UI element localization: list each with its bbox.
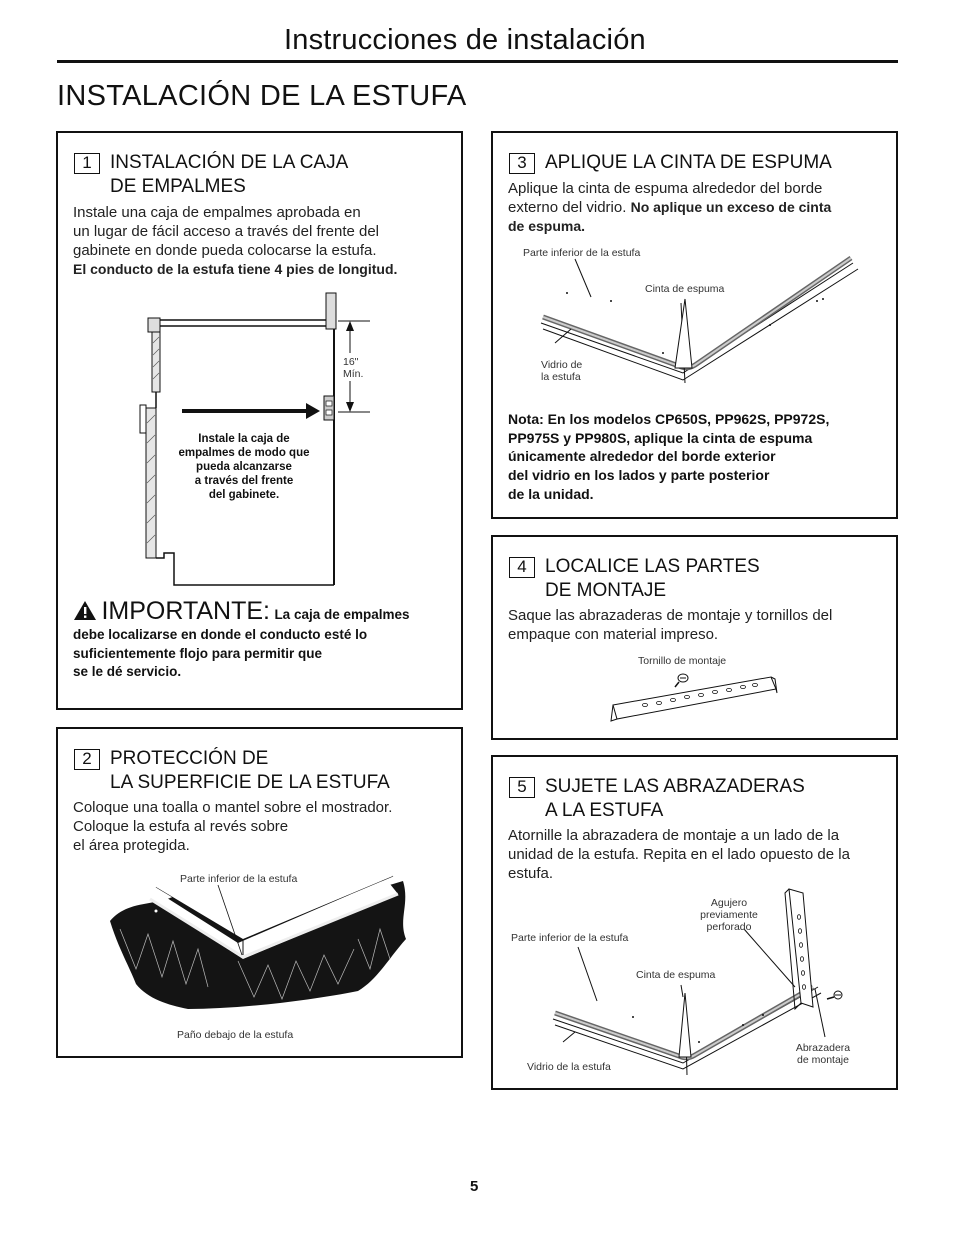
towel-diagram [58,729,465,1060]
step-3-body: Aplique la cinta de espuma alrededor del borde externo del vidrio. No aplique un exceso de cinta de espuma. [508,180,832,234]
important-notice: IMPORTANTE: La caja de empalmes debe localizarse en donde el conducto esté lo suficientemente flojo para permitir que se le dé servicio. [73,597,410,679]
step-5-panel [491,755,898,1090]
step-2-number: 2 [74,749,100,770]
dimension-label: 16" Mín. [343,356,364,380]
step-1-panel [56,131,463,710]
step-5-number: 5 [509,777,535,798]
section-title: INSTALACIÓN DE LA ESTUFA [57,80,467,112]
towel-label: Paño debajo de la estufa [177,1029,294,1041]
stove-bottom-label: Parte inferior de la estufa [523,247,641,259]
step-5-body: Atornille la abrazadera de montaje a un lado de la unidad de la estufa. Repita en el lado opuesto de la estufa. [508,827,850,882]
screw-icon [827,991,842,999]
step-3-panel [491,131,898,519]
step-3-number: 3 [509,153,535,174]
warning-icon [73,600,97,621]
screw-icon [675,674,688,687]
step-1-title: INSTALACIÓN DE LA CAJA DE EMPALMES [110,152,349,197]
step-2-title: PROTECCIÓN DE LA SUPERFICIE DE LA ESTUFA [110,748,390,793]
stove-bottom-label: Parte inferior de la estufa [180,873,298,885]
mounting-bracket-label: Abrazadera de montaje [795,1042,851,1066]
step-1-number: 1 [74,153,100,174]
step-4-panel [491,535,898,740]
foam-tape-label: Cinta de espuma [645,283,725,295]
models-note: Nota: En los modelos CP650S, PP962S, PP972S, PP975S y PP980S, aplique la cinta de espuma únicamente alrededor del borde exterior del vidrio en los lados y parte posterior de la unidad. [508,411,830,502]
junction-box-callout: Instale la caja de empalmes de modo que pueda alcanzarse a través del frente del gabinete. [178,433,310,501]
stove-glass-label: Vidrio de la estufa [541,359,583,383]
screw-label: Tornillo de montaje [638,655,727,667]
page-number: 5 [470,1178,479,1195]
step-3-title: APLIQUE LA CINTA DE ESPUMA [545,152,832,173]
step-5-title: SUJETE LAS ABRAZADERAS A LA ESTUFA [545,776,805,821]
step-2-body: Coloque una toalla o mantel sobre el mostrador. Coloque la estufa al revés sobre el área protegida. [73,799,393,854]
header-rule [57,60,898,63]
step-4-title: LOCALICE LAS PARTES DE MONTAJE [545,556,760,601]
step-2-panel [56,727,463,1058]
page-header-title: Instrucciones de instalación [284,24,646,56]
mounting-bracket-diagram [493,537,900,742]
stove-bottom-label: Parte inferior de la estufa [511,932,629,944]
step-4-body: Saque las abrazaderas de montaje y tornillos del empaque con material impreso. [508,607,833,643]
pre-drilled-hole-label: Agujero previamente perforado [700,897,758,933]
stove-glass-label: Vidrio de la estufa [527,1061,611,1073]
foam-tape-label: Cinta de espuma [636,969,716,981]
step-1-body: Instale una caja de empalmes aprobada en un lugar de fácil acceso a través del frente del gabinete en donde pueda colocarse la estufa. El conducto de la estufa tiene 4 pies de longitud. [73,204,398,277]
step-4-number: 4 [509,557,535,578]
